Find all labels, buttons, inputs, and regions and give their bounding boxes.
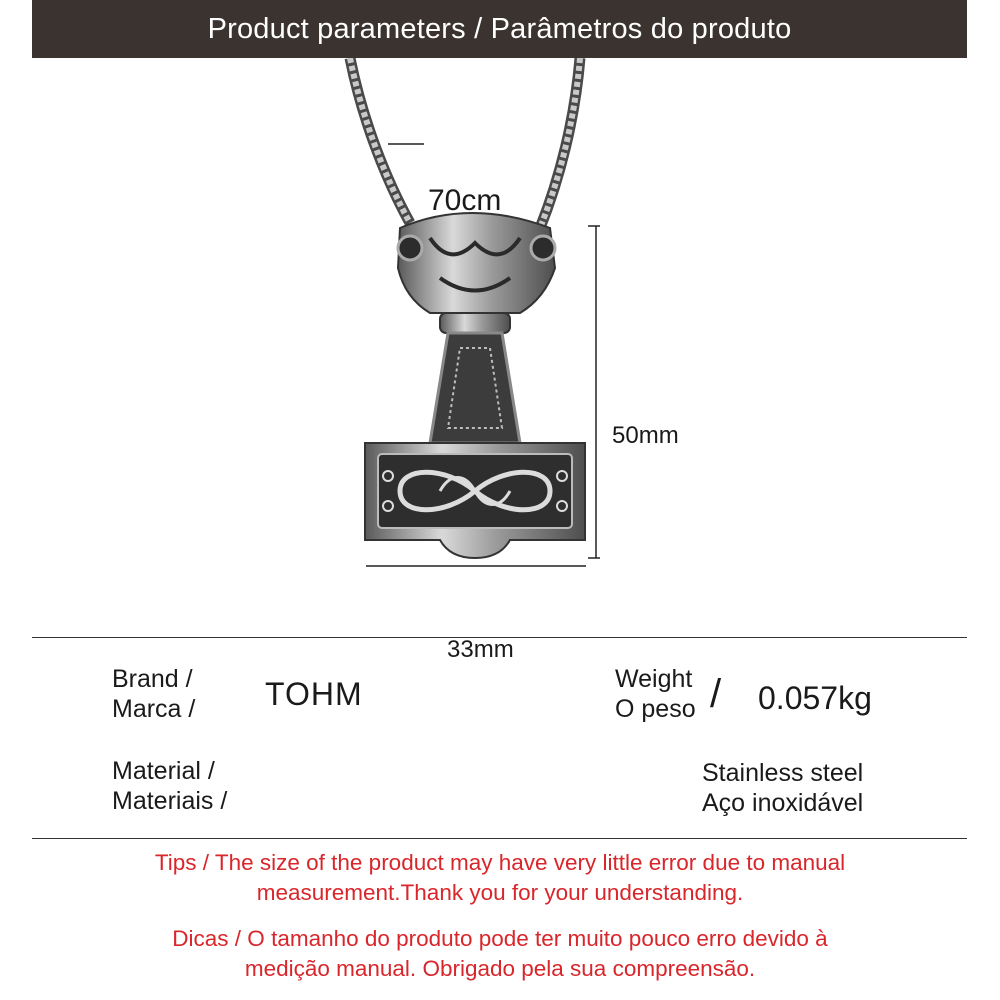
material-label-en: Material / <box>112 757 215 785</box>
weight-separator: / <box>710 672 722 716</box>
brand-label-pt: Marca / <box>112 695 196 723</box>
brand-value: TOHM <box>265 676 363 712</box>
pendant-illustration <box>0 58 1000 636</box>
tips-portuguese <box>0 924 1000 984</box>
tips-portuguese-line1: Dicas / O tamanho do produto pode ter muito pouco erro devido à <box>172 926 828 951</box>
divider-top <box>32 637 967 638</box>
height-dimension-line <box>588 226 600 558</box>
tips-english <box>0 848 1000 908</box>
brand-label <box>112 664 195 724</box>
weight-label-en: Weight <box>615 665 693 693</box>
tips-english-line2: measurement.Thank you for your understanding. <box>256 880 744 905</box>
thor-hammer-pendant <box>365 213 585 558</box>
tips-english-line1: Tips / The size of the product may have very little error due to manual <box>154 850 846 875</box>
material-label <box>112 756 227 816</box>
material-value-en: Stainless steel <box>702 759 864 787</box>
header-banner <box>32 0 967 58</box>
brand-label-en: Brand / <box>112 665 193 693</box>
pendant-width-label: 33mm <box>447 636 514 663</box>
material-value-pt: Aço inoxidável <box>702 789 864 817</box>
chain-length-label: 70cm <box>428 184 502 217</box>
pendant-height-label: 50mm <box>612 422 679 449</box>
weight-value: 0.057kg <box>758 680 872 716</box>
page-title: Product parameters / Parâmetros do produto <box>207 12 792 45</box>
tips-portuguese-line2: medição manual. Obrigado pela sua compreensão. <box>244 956 756 981</box>
weight-label <box>615 664 696 724</box>
weight-label-pt: O peso <box>615 695 696 723</box>
product-image-area <box>0 58 1000 663</box>
divider-bottom <box>32 838 967 839</box>
material-label-pt: Materiais / <box>112 787 228 815</box>
material-value <box>702 758 863 818</box>
